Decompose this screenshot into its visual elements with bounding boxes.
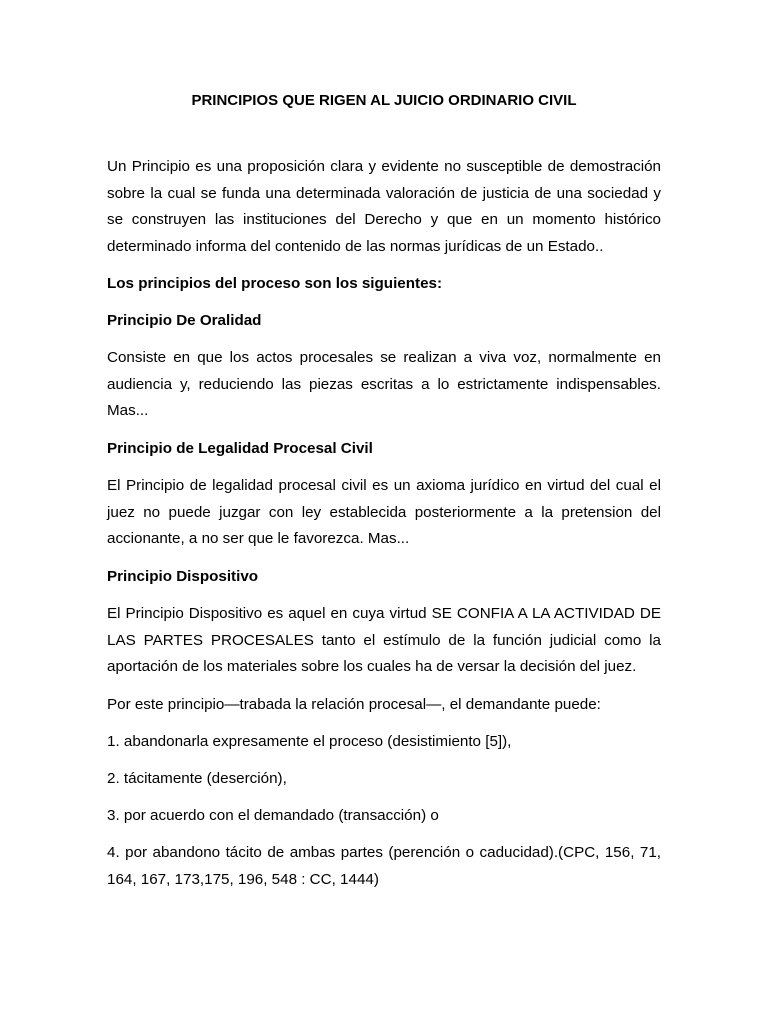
- list-item: 1. abandonarla expresamente el proceso (desistimiento [5]),: [107, 733, 512, 750]
- document-title: PRINCIPIOS QUE RIGEN AL JUICIO ORDINARIO CIVIL: [191, 92, 577, 109]
- legalidad-heading: Principio de Legalidad Procesal Civil: [107, 440, 373, 457]
- dispositivo-list-intro: Por este principio—trabada la relación procesal—, el demandante puede:: [107, 696, 601, 713]
- dispositivo-heading: Principio Dispositivo: [107, 568, 259, 585]
- dispositivo-paragraph: El Principio Dispositivo es aquel en cuya virtud SE CONFIA A LA ACTIVIDAD DE LAS PARTES PROCESALES tanto el estímulo de la función judicial como la aportación de los materiales sobre los cuales ha de versar la decisión del juez.: [107, 605, 661, 675]
- intro-paragraph: Un Principio es una proposición clara y evidente no susceptible de demostración sobre la cual se funda una determinada valoración de justicia de una sociedad y se construyen las instituciones del Derecho y que en un momento histórico determinado informa del contenido de las normas jurídicas de un Estado..: [107, 158, 661, 255]
- list-item: 4. por abandono tácito de ambas partes (perención o caducidad).(CPC, 156, 71, 164, 167, 173,175, 196, 548 : CC, 1444): [107, 844, 661, 888]
- legalidad-paragraph: El Principio de legalidad procesal civil es un axioma jurídico en virtud del cual el juez no puede juzgar con ley establecida posteriormente a la pretension del accionante, a no ser que le favorezca. Mas...: [107, 477, 661, 547]
- list-item: 2. tácitamente (deserción),: [107, 770, 287, 787]
- principles-heading: Los principios del proceso son los siguientes:: [107, 275, 443, 292]
- oralidad-heading: Principio De Oralidad: [107, 312, 262, 329]
- list-item: 3. por acuerdo con el demandado (transacción) o: [107, 807, 439, 824]
- oralidad-paragraph: Consiste en que los actos procesales se realizan a viva voz, normalmente en audiencia y, reduciendo las piezas escritas a lo estrictamente indispensables. Mas...: [107, 349, 661, 419]
